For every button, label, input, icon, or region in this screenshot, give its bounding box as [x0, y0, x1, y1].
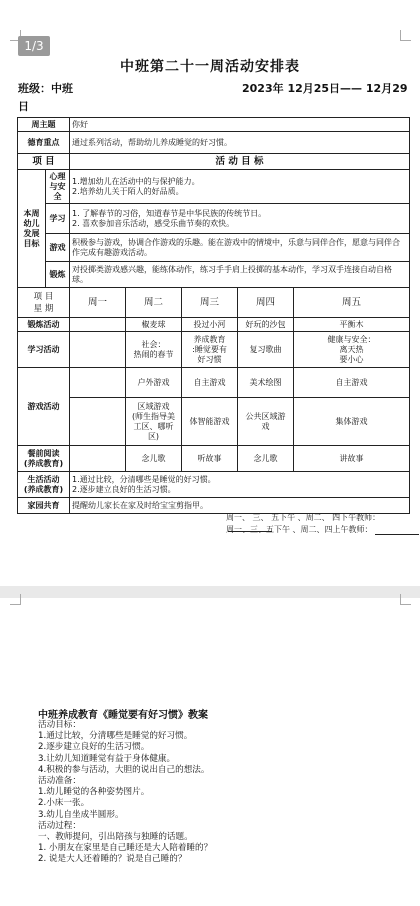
- schedule-table: [17, 117, 410, 514]
- exercise-thu: 好玩的沙包: [238, 318, 294, 332]
- crop-mark: [400, 30, 411, 41]
- lesson-plan-line: 2.小床一张。: [38, 798, 90, 809]
- lesson-plan-line: 活动目标：: [38, 720, 81, 730]
- weekday-mon: 周一: [70, 288, 126, 318]
- crop-mark: [10, 594, 21, 605]
- reading-wed: 听故事: [182, 446, 238, 472]
- item-header: 项 目: [18, 154, 70, 170]
- exercise-label: 锻炼活动: [18, 318, 70, 332]
- weekday-corner-period: 星 期: [33, 303, 54, 314]
- class-info: [18, 80, 73, 96]
- game-r2-fri: 集体游戏: [294, 398, 410, 446]
- game-r1-fri: 自主游戏: [294, 368, 410, 398]
- exercise-wed: 投过小河: [182, 318, 238, 332]
- lesson-plan-line: 2. 说是大人还着睡的？说是自己睡的？: [38, 854, 187, 865]
- date-suffix: 日: [18, 100, 29, 113]
- reading-tue: 念儿歌: [126, 446, 182, 472]
- weekday-corner-item: 项 目: [33, 291, 54, 302]
- game-r2-thu: 公共区域游 戏: [238, 398, 294, 446]
- game-r1-tue: 户外游戏: [126, 368, 182, 398]
- class-value: 中班: [51, 82, 73, 95]
- game-r2-wed: 体智能游戏: [182, 398, 238, 446]
- life-value: 1.通过比较，分清哪些是睡觉的好习惯。 2.逐步建立良好的生活习惯。: [70, 472, 410, 498]
- edu-focus-label: 德育重点: [18, 132, 70, 154]
- reading-mon: [70, 446, 126, 472]
- reading-fri: 讲故事: [294, 446, 410, 472]
- weekday-tue: 周二: [126, 288, 182, 318]
- lesson-plan-line: 1.通过比较，分清哪些是睡觉的好习惯。: [38, 731, 193, 742]
- weekday-wed: 周三: [182, 288, 238, 318]
- crop-mark: [400, 594, 411, 605]
- lesson-plan-line: 3.幼儿自坐成半圆形。: [38, 809, 124, 820]
- study-wed: 养成教育 :睡觉要有 好习惯: [182, 332, 238, 368]
- goal-text: 1. 了解春节的习俗，知道春节是中华民族的传统节日。 2. 喜欢参加音乐活动，感受乐曲节奏的欢快。: [70, 204, 410, 234]
- goal-area: 心理与安全: [46, 170, 70, 204]
- goal-text: 对投掷类游戏感兴趣，能练体动作，练习手手肩上投掷的基本动作，学习双手连接自动自格球。: [70, 262, 410, 288]
- lesson-plan-body: [38, 720, 212, 866]
- study-tue: 社会： 热闹的春节: [126, 332, 182, 368]
- goal-area: 游戏: [46, 234, 70, 262]
- signature-text: 周一、三、五下午 、周二、四上午教师：: [226, 525, 373, 534]
- home-label: 家园共育: [18, 498, 70, 514]
- weekly-theme-value: 你好: [70, 118, 410, 132]
- exercise-mon: [70, 318, 126, 332]
- lesson-plan-line: 1. 小朋友在家里是自己睡还是大人陪着睡的？: [38, 843, 213, 854]
- game-r2-tue: 区域游戏 (师生指导美 工区、哪听 区): [126, 398, 182, 446]
- page-counter-badge: 1/3: [18, 36, 50, 56]
- exercise-fri: 平衡木: [294, 318, 410, 332]
- goals-header: 活 动 目 标: [70, 154, 410, 170]
- lesson-plan-line: 活动准备：: [38, 776, 81, 787]
- game-r1-mon: [70, 368, 126, 398]
- reading-thu: 念儿歌: [238, 446, 294, 472]
- weekday-fri: 周五: [294, 288, 410, 318]
- study-thu: 复习歌曲: [238, 332, 294, 368]
- document-title: 中班第二十一周活动安排表: [120, 59, 300, 75]
- lesson-plan-title: 中班养成教育《睡觉要有好习惯》教案: [38, 710, 208, 721]
- signature-text: 周一、 三、 五下午 、周二、 四下午教师：: [226, 513, 381, 522]
- date-range: 2023年 12月25日—— 12月29: [242, 82, 408, 95]
- study-label: 学习活动: [18, 332, 70, 368]
- weekly-theme-label: 周主题: [18, 118, 70, 132]
- goal-text: 1.增加幼儿在活动中的与保护能力。 2.培养幼儿关于陌人的好品质。: [70, 170, 410, 204]
- lesson-plan-line: 3.让幼儿知道睡觉有益于身体健康。: [38, 753, 176, 764]
- game-r1-thu: 美术绘图: [238, 368, 294, 398]
- goal-area: 学习: [46, 204, 70, 234]
- lesson-plan-line: 2.逐步建立良好的生活习惯。: [38, 742, 150, 753]
- lesson-plan-line: 1.幼儿睡觉的各种姿势图片。: [38, 787, 150, 798]
- weekday-corner: [18, 288, 70, 318]
- game-r1-wed: 自主游戏: [182, 368, 238, 398]
- reading-label: 餐前阅读 (养成教育): [18, 446, 70, 472]
- dev-goal-label: 本周幼儿发展目标: [18, 170, 46, 288]
- class-label: 班级：: [18, 82, 51, 95]
- weekday-thu: 周四: [238, 288, 294, 318]
- goal-area: 锻炼: [46, 262, 70, 288]
- game-r2-mon: [70, 398, 126, 446]
- home-value: 提醒幼儿家长在家及时给宝宝剪指甲。: [70, 498, 410, 514]
- study-mon: [70, 332, 126, 368]
- edu-focus-value: 通过系列活动，帮助幼儿养成睡觉的好习惯。: [70, 132, 410, 154]
- lesson-plan-line: 活动过程：: [38, 820, 81, 831]
- signature-line: [375, 534, 419, 535]
- goal-text: 积极参与游戏，协调合作游戏的乐趣。能在游戏中的情境中，乐意与同伴合作，愿意与同伴合作完成有趣游戏活动。: [70, 234, 410, 262]
- lesson-plan-line: 一、教师提问，引出陪孩与独睡的话题。: [38, 832, 193, 843]
- study-fri: 健康与安全： 离天热 要小心: [294, 332, 410, 368]
- exercise-tue: 椒麦球: [126, 318, 182, 332]
- game-label: 游戏活动: [18, 368, 70, 446]
- life-label: 生活活动 (养成教育): [18, 472, 70, 498]
- lesson-plan-line: 4.积极的参与活动，大胆的说出自己的想法。: [38, 764, 210, 775]
- teacher-signature-row-2: [226, 524, 419, 535]
